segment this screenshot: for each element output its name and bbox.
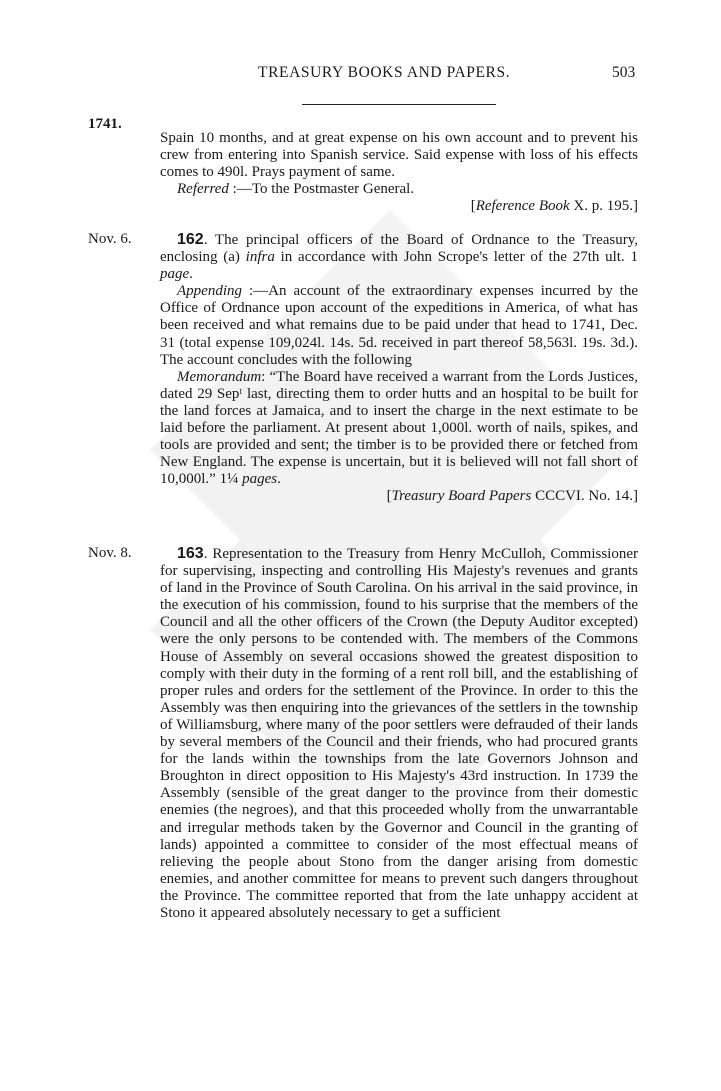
entry-number: 163 bbox=[177, 545, 204, 562]
ref-bracket: [ bbox=[386, 488, 392, 505]
memorandum-pages: pages bbox=[242, 471, 278, 488]
appending-label: Appending bbox=[177, 283, 242, 300]
entry-161-continued bbox=[160, 130, 638, 215]
entry-161-reference bbox=[160, 198, 638, 215]
entry-162-memorandum bbox=[160, 369, 638, 489]
entry-162-end: . bbox=[189, 266, 193, 283]
margin-date-163: Nov. 8. bbox=[88, 545, 132, 561]
entry-161-referred bbox=[160, 181, 638, 198]
ref-location: X. p. 195.] bbox=[569, 198, 638, 215]
entry-163-body bbox=[160, 545, 638, 922]
ref-bracket: [ bbox=[470, 198, 476, 215]
entry-161-body: Spain 10 months, and at great expense on his own account and to prevent his crew from entering into Spanish service. Said expense with loss of his effects comes to 490l. Prays payment of same. bbox=[160, 130, 638, 181]
entry-162-infra: infra bbox=[245, 249, 275, 266]
memorandum-text: : “The Board have received a warrant from the Lords Justices, dated 29 Sepᵗ last, directing them to order hutts and an hospital to be built for the land forces at Jamaica, and to insert the charge in the next estimate to be laid before the parliament. At present about 1,000l. worth of nails, spikes, and tools are provided and sent; the timber is to be provided there or fetched from New England. The expense is uncertain, but it is believed will not fall short of 10,000l.” 1¼ bbox=[160, 368, 638, 488]
entry-162-body bbox=[160, 231, 638, 283]
ref-source: Reference Book bbox=[475, 198, 570, 215]
referred-text: :—To the Postmaster General. bbox=[228, 181, 415, 198]
entry-162-appending bbox=[160, 283, 638, 368]
memorandum-label: Memorandum bbox=[177, 368, 262, 385]
ref-location: CCCVI. No. 14.] bbox=[531, 488, 638, 505]
ref-source: Treasury Board Papers bbox=[391, 488, 532, 505]
entry-162-text-1: . The principal officers of the Board of Ordnance to the Treasury, enclosing (a) bbox=[160, 232, 638, 266]
page-header bbox=[0, 62, 721, 86]
entry-163-text: . Representation to the Treasury from Henry McCulloh, Commissioner for supervising, inspecting and controlling His Majesty's revenues and grants of land in the Province of South Carolina. On his arrival in the said province, in the execution of his commission, found to his surprise that the members of the Council and all the other officers of the Crown (the Deputy Auditor excepted) were the only persons to be contended with. The members of the Commons House of Assembly on several occasions showed the greatest disposition to comply with their duty in the forming of a rent roll bill, and the establishing of proper rules and orders for the settlement of the Province. In order to this the Assembly was then enquiring into the grievances of the settlers in the township of Williamsburg, where many of the poor settlers were defrauded of their lands by several members of the Council and their friends, who had procured grants for the lands within the townships from the late Governors Johnson and Broughton in direct opposition to His Majesty's 43rd instruction. In 1739 the Assembly (sensible of the great danger to the province from their domestic enemies (the negroes), and that this proceeded wholly from the unwarrantable and irregular methods taken by the Governor and Council in the granting of lands) appointed a committee to consider of the most effectual means of relieving the people about Stono from the danger arising from domestic enemies, and another committee for means to prevent such dangers throughout the Province. The committee reported that from the late unhappy accident at Stono it appeared absolutely necessary to get a sufficient bbox=[160, 546, 638, 921]
running-title: TREASURY BOOKS AND PAPERS. bbox=[258, 64, 511, 81]
entry-number: 162 bbox=[177, 231, 204, 248]
entry-163 bbox=[160, 545, 638, 922]
header-rule bbox=[302, 104, 496, 105]
page-number: 503 bbox=[612, 64, 636, 81]
entry-162-page: page bbox=[160, 266, 190, 283]
margin-year: 1741. bbox=[88, 116, 122, 132]
entry-162-reference bbox=[160, 488, 638, 505]
appending-text: :—An account of the extraordinary expenses incurred by the Office of Ordnance upon account of the expeditions in America, of what has been received and what remains due to be paid under that head to 1741, Dec. 31 (total expense 109,024l. 14s. 5d. received in part thereof 58,563l. 19s. 3d.). The account concludes with the following bbox=[160, 283, 638, 368]
margin-date-162: Nov. 6. bbox=[88, 231, 132, 247]
entry-162-text-2: in accordance with John Scrope's letter of the 27th ult. 1 bbox=[274, 249, 638, 266]
memorandum-end: . bbox=[277, 471, 281, 488]
referred-label: Referred bbox=[177, 181, 229, 198]
entry-162 bbox=[160, 231, 638, 506]
